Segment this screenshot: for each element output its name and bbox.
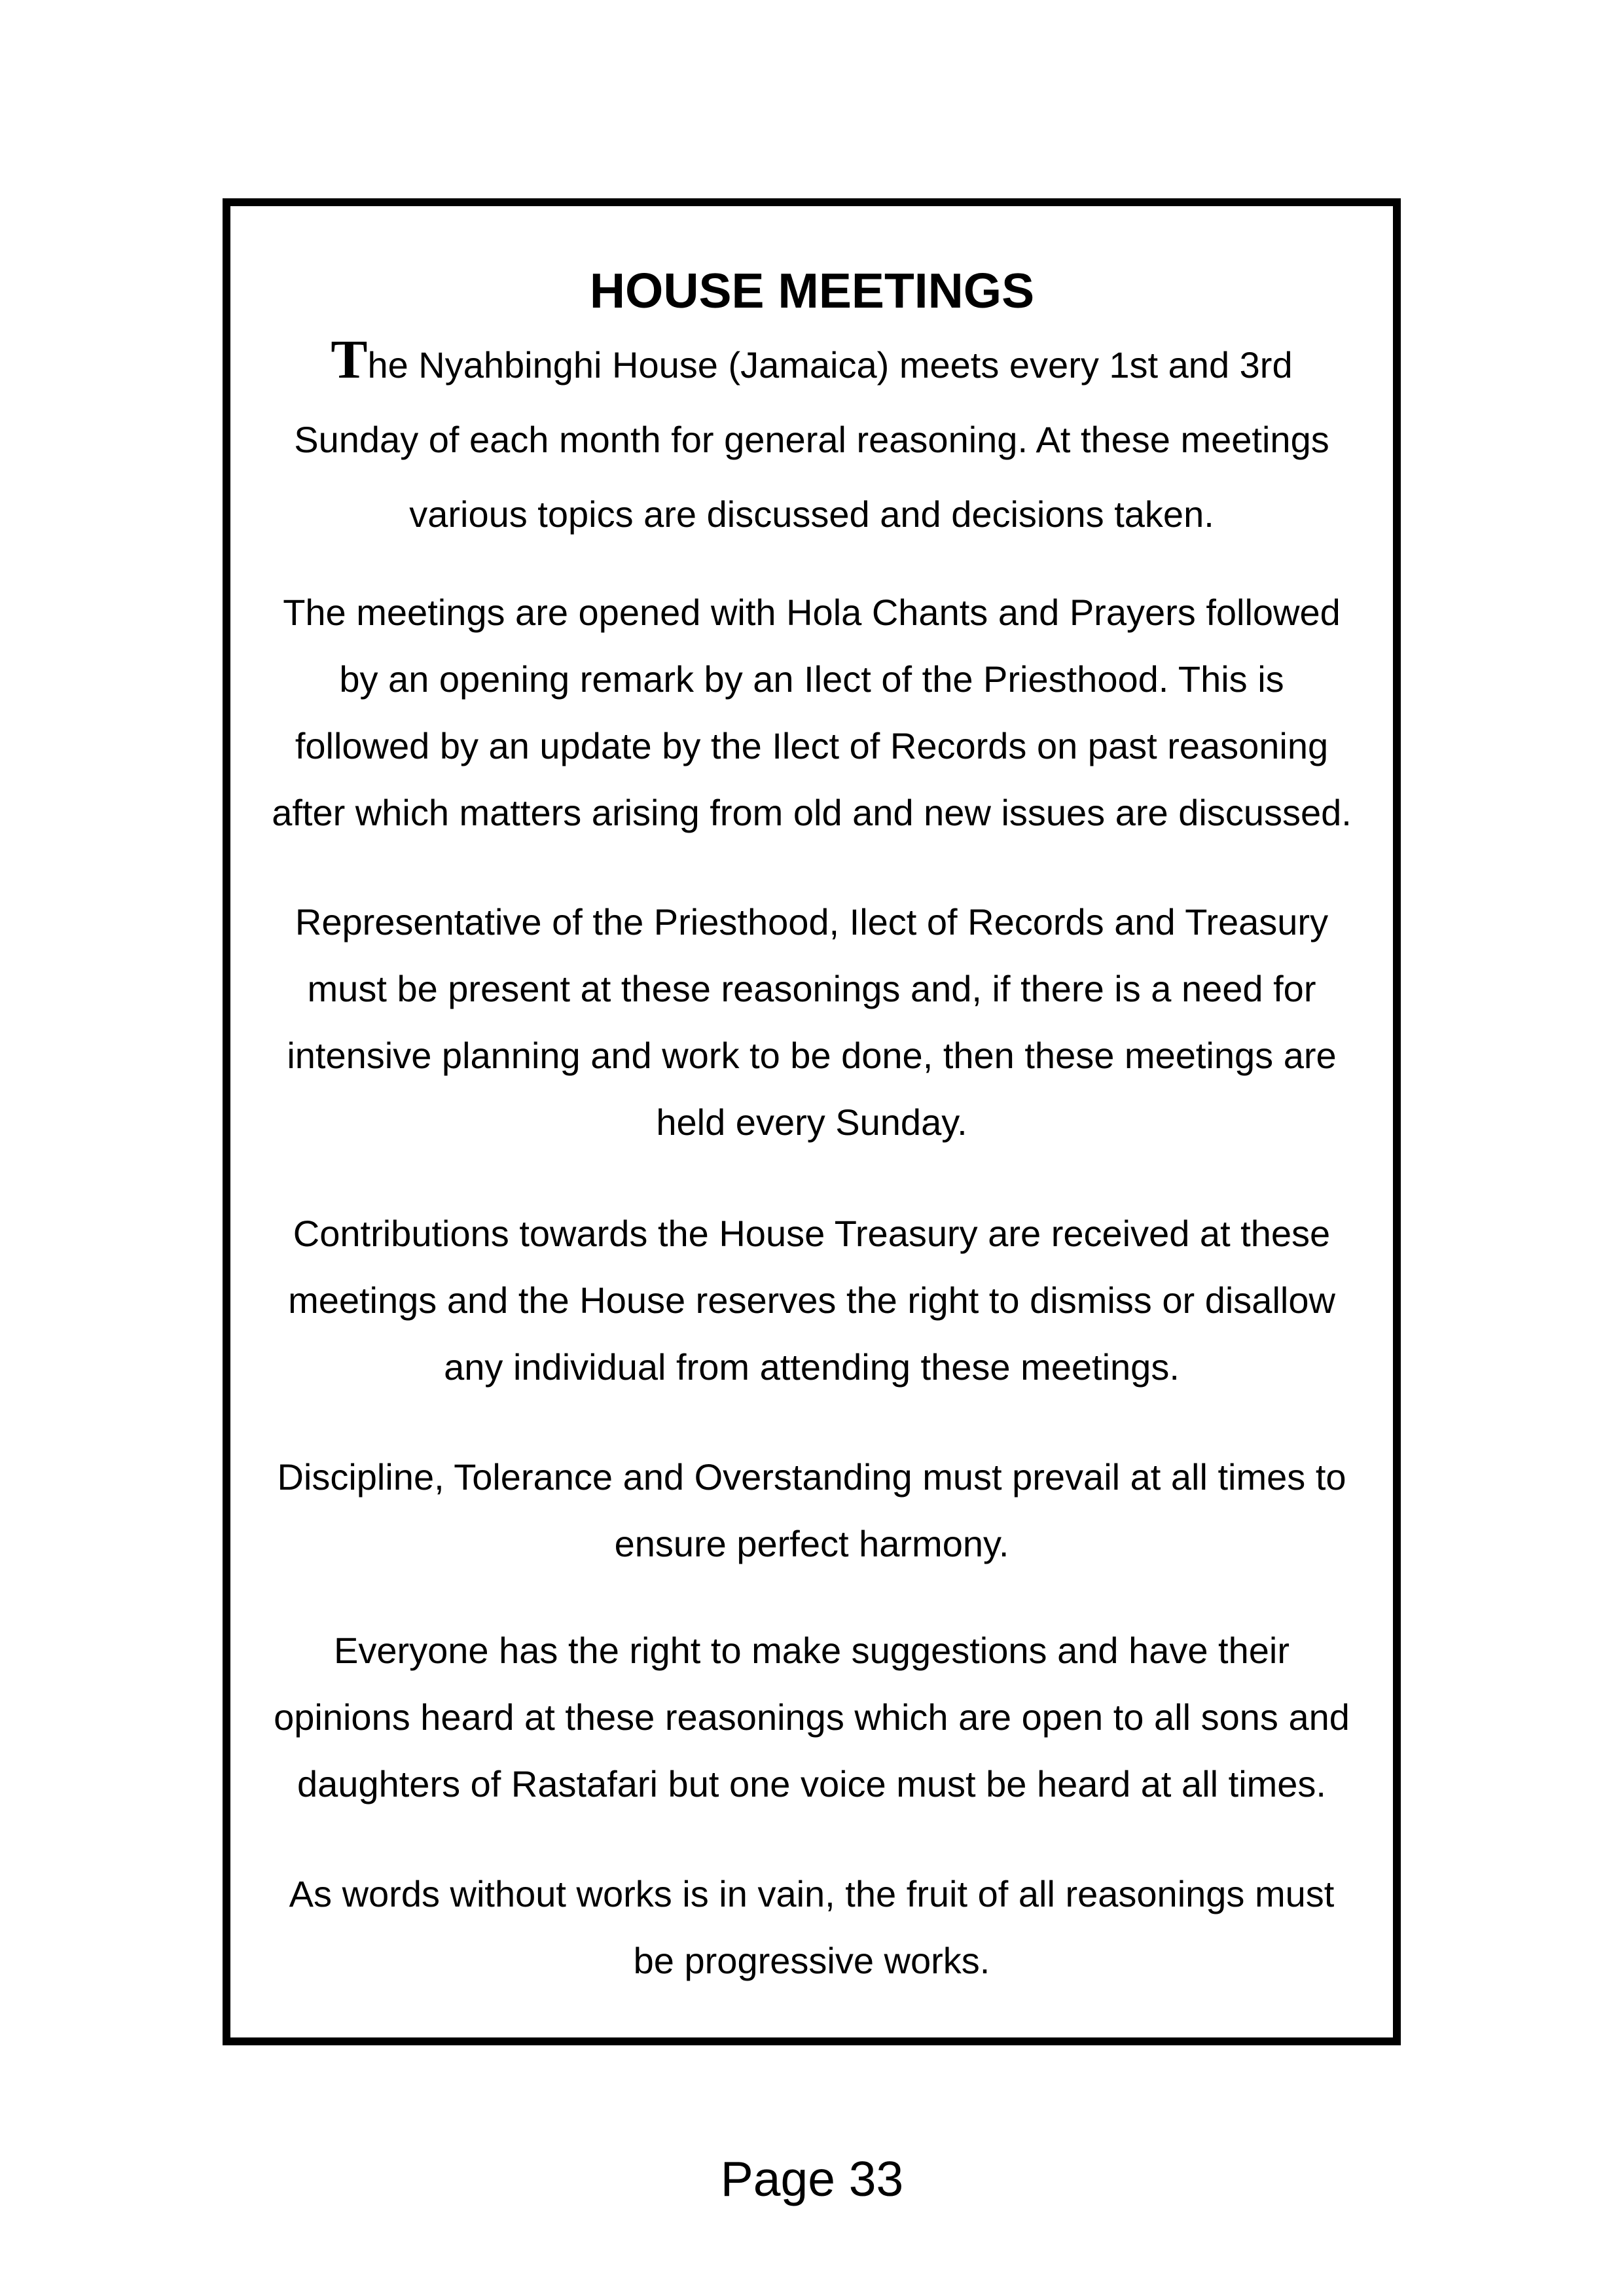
page-title: HOUSE MEETINGS	[589, 263, 1035, 319]
intro-line: Sunday of each month for general reasoning. At these meetings	[294, 419, 1329, 460]
paragraph-line: by an opening remark by an Ilect of the Priesthood. This is	[339, 658, 1284, 700]
paragraph-line: meetings and the House reserves the right to dismiss or disallow	[288, 1280, 1335, 1321]
paragraph-line: ensure perfect harmony.	[614, 1523, 1009, 1564]
paragraph-line: Discipline, Tolerance and Overstanding must prevail at all times to	[277, 1456, 1346, 1498]
paragraph-line: after which matters arising from old and new issues are discussed.	[272, 792, 1352, 833]
paragraph-line: must be present at these reasonings and, if there is a need for	[307, 968, 1316, 1009]
paragraph-line: be progressive works.	[633, 1940, 990, 1981]
paragraph-line: Contributions towards the House Treasury are received at these	[293, 1213, 1331, 1254]
paragraph-line: intensive planning and work to be done, then these meetings are	[287, 1035, 1337, 1076]
paragraph-line: followed by an update by the Ilect of Records on past reasoning	[295, 725, 1329, 766]
paragraph-line: Representative of the Priesthood, Ilect of Records and Treasury	[295, 901, 1329, 942]
paragraph-line: As words without works is in vain, the fruit of all reasonings must	[289, 1873, 1335, 1914]
paragraph-line: The meetings are opened with Hola Chants and Prayers followed	[283, 592, 1341, 633]
paragraph-works	[230, 1861, 1393, 1994]
paragraph-meeting-order	[230, 579, 1393, 846]
drop-cap: T	[331, 329, 368, 390]
paragraph-discipline	[230, 1444, 1393, 1577]
intro-line-text: he Nyahbinghi House (Jamaica) meets every 1st and 3rd	[367, 344, 1293, 386]
intro-line: various topics are discussed and decisions taken.	[409, 493, 1214, 535]
paragraph-attendance	[230, 889, 1393, 1156]
paragraph-suggestions	[230, 1617, 1393, 1818]
paragraph-line: opinions heard at these reasonings which are open to all sons and	[274, 1696, 1350, 1738]
intro-paragraph	[230, 323, 1393, 552]
intro-line	[230, 323, 1393, 403]
paragraph-contributions	[230, 1200, 1393, 1401]
paragraph-line: held every Sunday.	[656, 1102, 967, 1143]
page-number: Page 33	[720, 2151, 904, 2206]
paragraph-line: any individual from attending these meetings.	[444, 1346, 1180, 1388]
paragraph-line: daughters of Rastafari but one voice must be heard at all times.	[297, 1763, 1326, 1804]
paragraph-line: Everyone has the right to make suggestions and have their	[334, 1630, 1290, 1671]
